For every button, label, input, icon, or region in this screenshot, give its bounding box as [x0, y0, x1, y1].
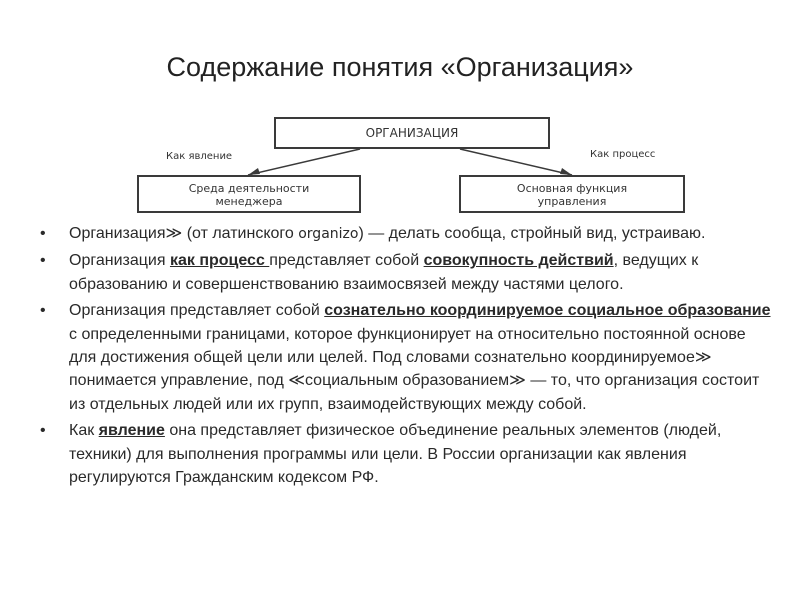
connector-left — [248, 149, 360, 175]
bullet-definition — [40, 222, 775, 246]
right-box-line1: Основная функция — [516, 182, 628, 195]
diagram-right-box — [459, 175, 685, 213]
right-box-line2: управления — [537, 195, 607, 208]
left-box-line1: Среда деятельности — [188, 182, 310, 195]
bullet3-text1: Организация представляет собой — [69, 302, 325, 320]
bullet3-text2: с определенными границами, которое функционирует на относительно постоянной основе для достижения общей цели или целей. Под словами сознательно координируемое≫ понимается управление, под ≪социальным образованием≫ — то, что организация состоит из отдельных людей или их групп, взаимодействующих между собой. — [69, 325, 760, 413]
bullet2-text2: представляет собой — [269, 252, 424, 270]
bullet-phenomenon — [40, 419, 775, 489]
arrowhead-right — [560, 168, 572, 175]
bullet2-text1: Организация — [69, 252, 170, 270]
bullet2-text3: , ведущих к образованию и совершенствованию взаимосвязей между частями целого. — [69, 252, 699, 293]
bullet1-latin-word: organizo — [298, 226, 359, 242]
diagram-root-label: ОРГАНИЗАЦИЯ — [365, 126, 459, 140]
bullet2-emphasis-process: как процесс — [169, 252, 270, 270]
edge-label-phenomenon: Как явление — [166, 151, 233, 162]
slide-title: Содержание понятия «Организация» — [166, 52, 634, 82]
bullet-social-entity — [40, 299, 775, 416]
bullet1-text3: ) — делать сообща, стройный вид, устраиваю. — [358, 225, 706, 242]
organization-diagram — [0, 0, 800, 220]
bullet-list — [40, 222, 775, 492]
diagram-root-box — [274, 117, 550, 149]
bullet4-text2: она представляет физическое объединение реальных элементов (людей, техники) для выполнения программы или цели. В России организации как явления регулируются Гражданским кодексом РФ. — [69, 422, 722, 487]
bullet-process — [40, 249, 775, 296]
bullet2-emphasis-actions: совокупность действий — [423, 252, 614, 270]
arrowhead-left — [248, 168, 260, 175]
bullet4-text1: Как — [69, 422, 99, 440]
bullet3-emphasis: сознательно координируемое социальное образование — [324, 302, 771, 320]
left-box-line2: менеджера — [215, 195, 283, 208]
diagram-left-box — [137, 175, 361, 213]
connector-right — [460, 149, 572, 175]
bullet4-emphasis: явление — [98, 422, 165, 440]
edge-label-process: Как процесс — [590, 149, 656, 160]
bullet1-text1: Организация≫ (от латинского — [69, 225, 299, 242]
